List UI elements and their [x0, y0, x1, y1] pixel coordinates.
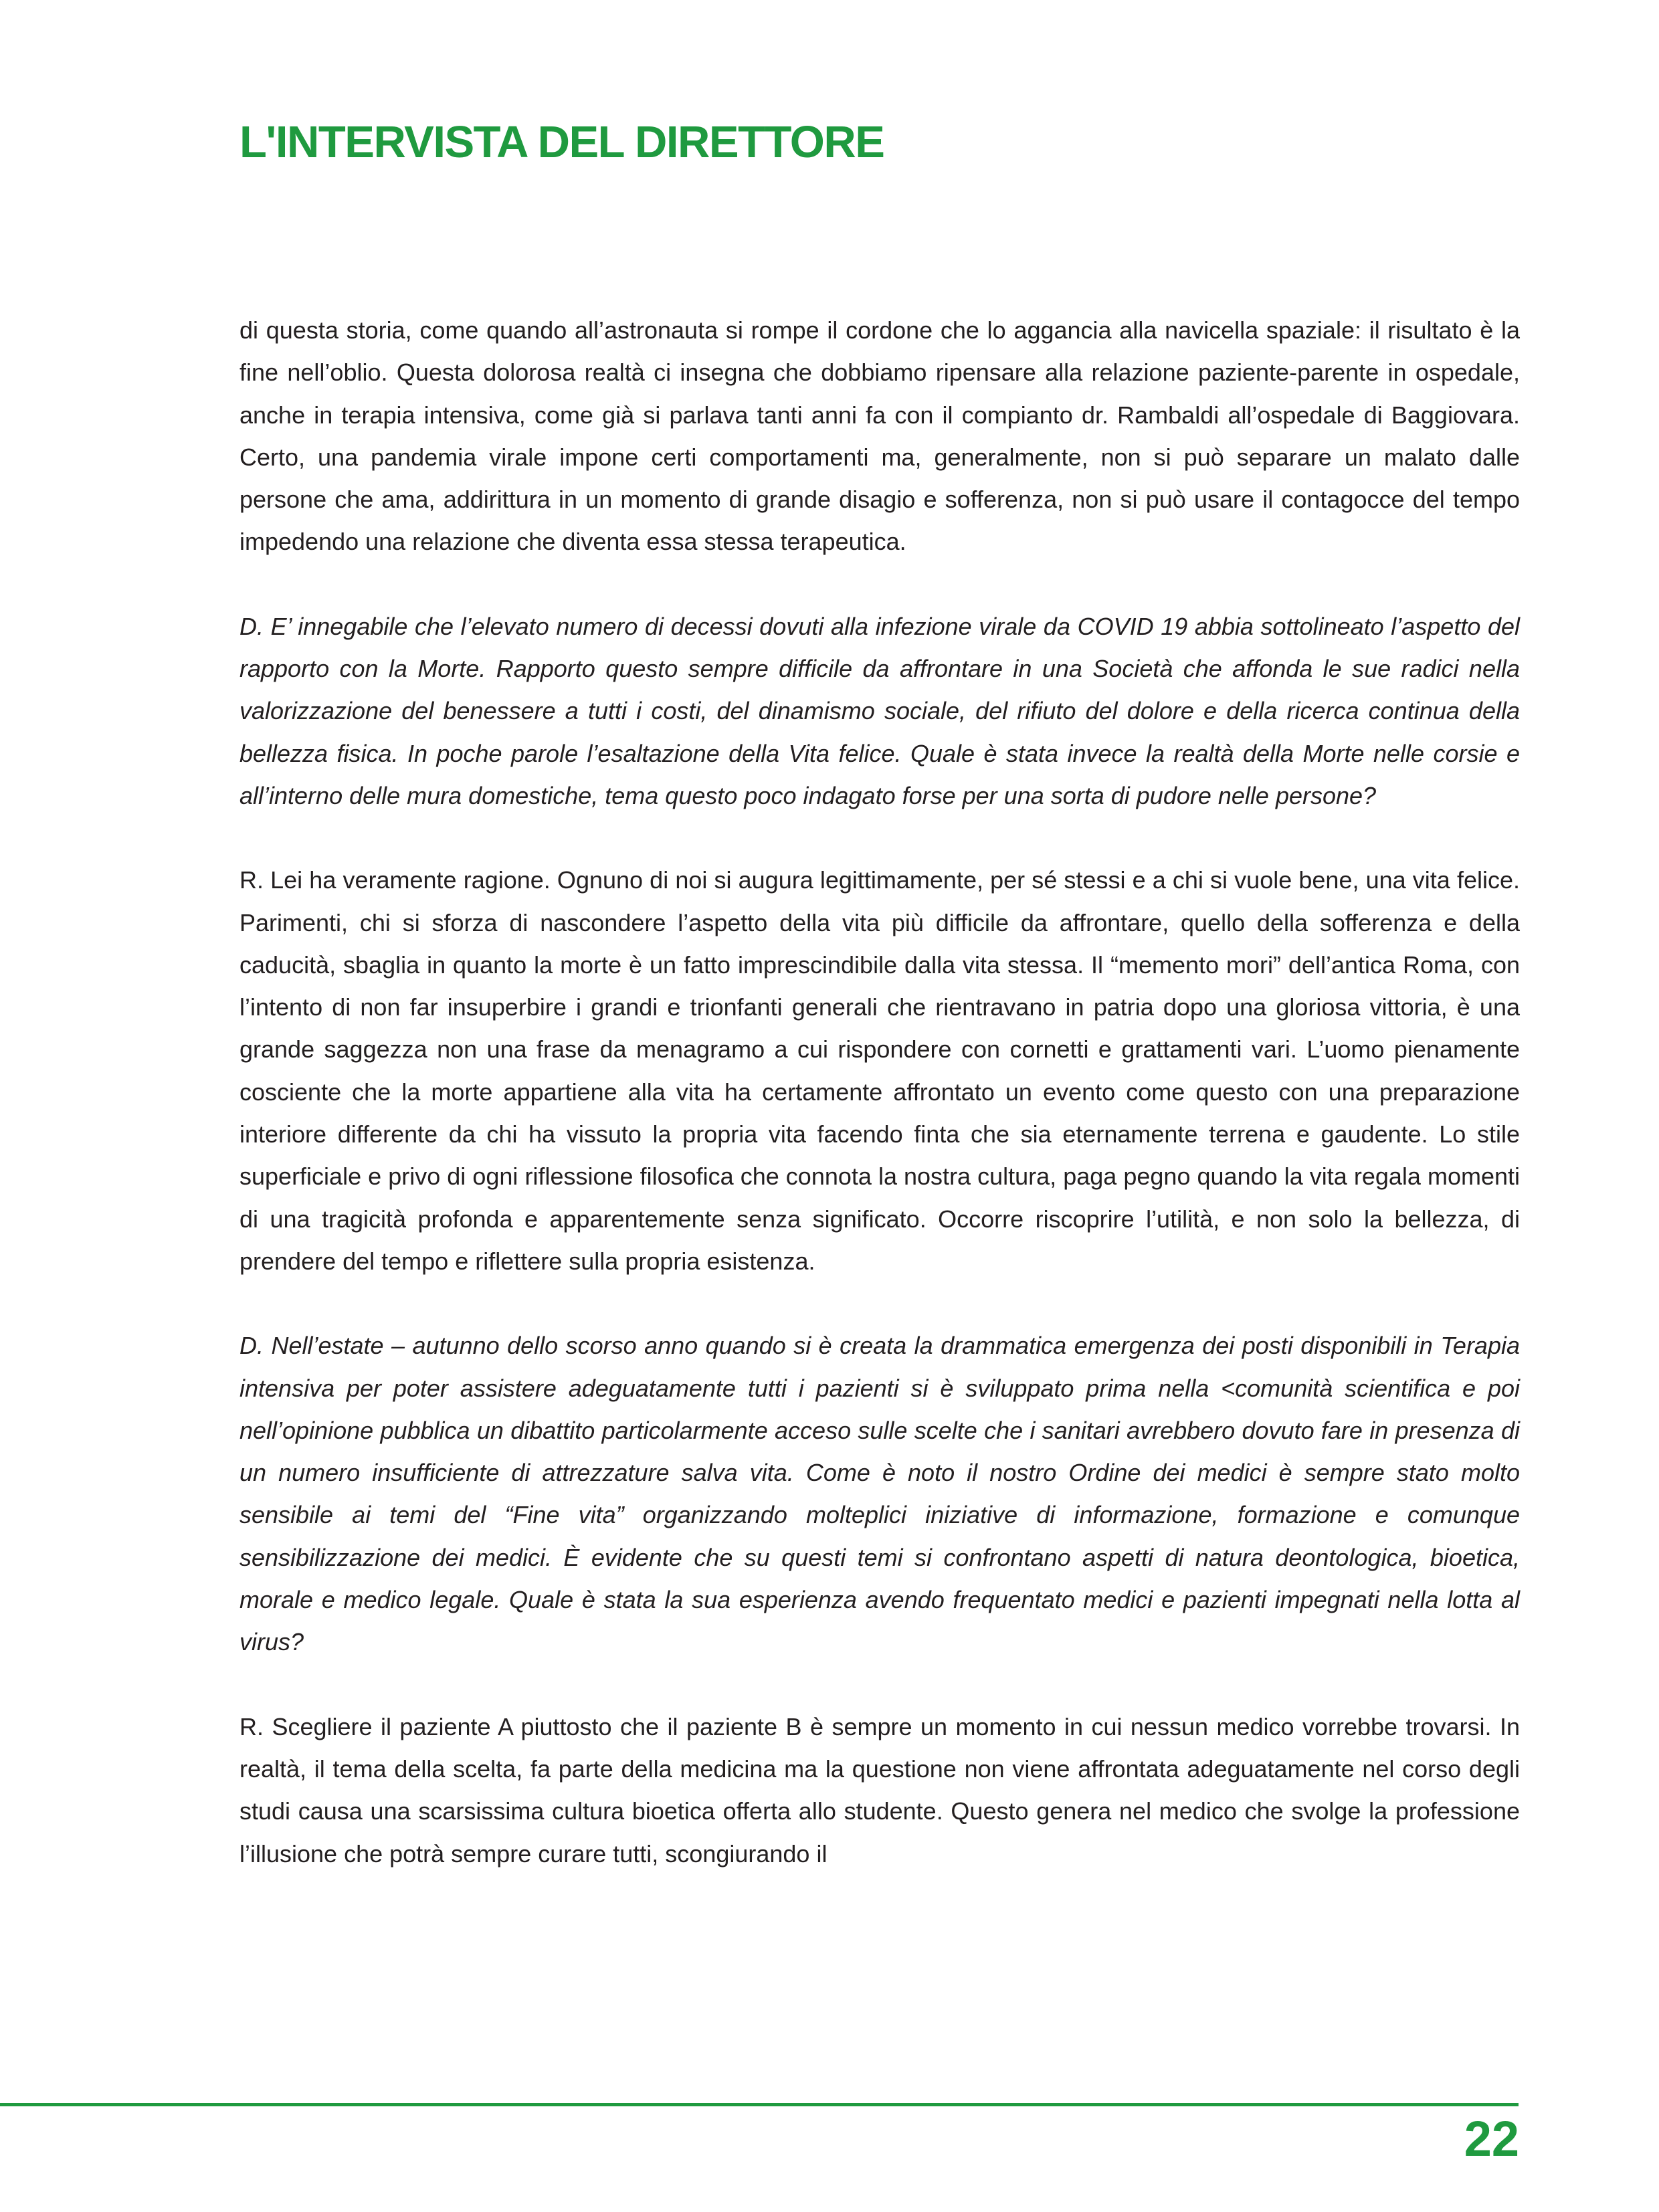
- interview-answer: R. Scegliere il paziente A piuttosto che il paziente B è sempre un momento in cui nessun medico vorrebbe trovarsi. In realtà, il tema della scelta, fa parte della medicina ma la questione non viene affrontata adeguatamente nel corso degli studi causa una scarsissima cultura bioetica offerta allo studente. Questo genera nel medico che svolge la professione l’illusione che potrà sempre curare tutti, scongiurando il: [239, 1712, 1520, 1868]
- page-number: 22: [1464, 2111, 1519, 2167]
- section-title: L'INTERVISTA DEL DIRETTORE: [239, 117, 884, 167]
- article-paragraph-answer: di questa storia, come quando all’astronauta si rompe il cordone che lo aggancia alla navicella spaziale: il risultato è la fine nell’oblio. Questa dolorosa realtà ci insegna che dobbiamo ripensare alla relazione paziente-parente in ospedale, anche in terapia intensiva, come già si parlava tanti anni fa con il compianto dr. Rambaldi all’ospedale di Baggiovara. Certo, una pandemia virale impone certi comportamenti ma, generalmente, non si può separare un malato dalle persone che ama, addirittura in un momento di grande disagio e sofferenza, non si può usare il contagocce del tempo impedendo una relazione che diventa essa stessa terapeutica.: [239, 316, 1520, 556]
- article-body: [239, 309, 1520, 1875]
- footer-divider: [0, 2103, 1519, 2106]
- interview-question: D. E’ innegabile che l’elevato numero di decessi dovuti alla infezione virale da COVID 19 abbia sottolineato l’aspetto del rapporto con la Morte. Rapporto questo sempre difficile da affrontare in una Società che affonda le sue radici nella valorizzazione del benessere a tutti i costi, del dinamismo sociale, del rifiuto del dolore e della ricerca continua della bellezza fisica. In poche parole l’esaltazione della Vita felice. Quale è stata invece la realtà della Morte nelle corsie e all’interno delle mura domestiche, tema questo poco indagato forse per una sorta di pudore nelle persone?: [239, 612, 1520, 809]
- interview-question: D. Nell’estate – autunno dello scorso anno quando si è creata la drammatica emergenza dei posti disponibili in Terapia intensiva per poter assistere adeguatamente tutti i pazienti si è sviluppato prima nella <comunità scientifica e poi nell’opinione pubblica un dibattito particolarmente acceso sulle scelte che i sanitari avrebbero dovuto fare in presenza di un numero insufficiente di attrezzature salva vita. Come è noto il nostro Ordine dei medici è sempre stato molto sensibile ai temi del “Fine vita” organizzando molteplici iniziative di informazione, formazione e comunque sensibilizzazione dei medici. È evidente che su questi temi si confrontano aspetti di natura deontologica, bioetica, morale e medico legale. Quale è stata la sua esperienza avendo frequentato medici e pazienti impegnati nella lotta al virus?: [239, 1332, 1520, 1656]
- interview-answer: R. Lei ha veramente ragione. Ognuno di noi si augura legittimamente, per sé stessi e a chi si vuole bene, una vita felice. Parimenti, chi si sforza di nascondere l’aspetto della vita più difficile da affrontare, quello della sofferenza e della caducità, sbaglia in quanto la morte è un fatto imprescindibile dalla vita stessa. Il “memento mori” dell’antica Roma, con l’intento di non far insuperbire i grandi e trionfanti generali che rientravano in patria dopo una gloriosa vittoria, è una grande saggezza non una frase da menagramo a cui rispondere con cornetti e grattamenti vari. L’uomo pienamente cosciente che la morte appartiene alla vita ha certamente affrontato un evento come questo con una preparazione interiore differente da chi ha vissuto la propria vita facendo finta che sia eternamente terrena e gaudente. Lo stile superficiale e privo di ogni riflessione filosofica che connota la nostra cultura, paga pegno quando la vita regala momenti di una tragicità profonda e apparentemente senza significato. Occorre riscoprire l’utilità, e non solo la bellezza, di prendere del tempo e riflettere sulla propria esistenza.: [239, 866, 1520, 1275]
